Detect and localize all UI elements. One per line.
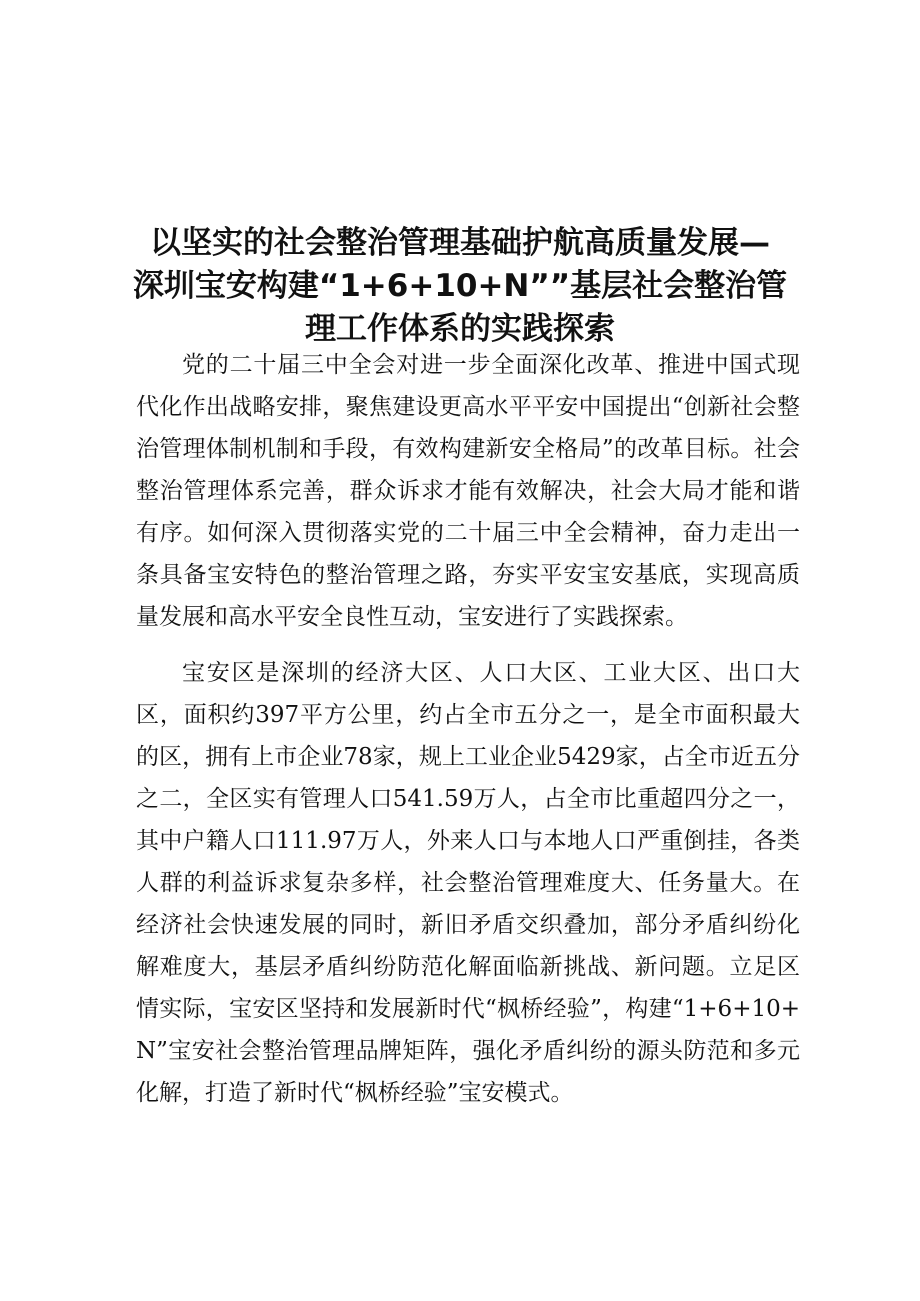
title-line-1: 以坚实的社会整治管理基础护航高质量发展—: [150, 225, 770, 261]
body-paragraph-1: 党的二十届三中全会对进一步全面深化改革、推进中国式现代化作出战略安排，聚焦建设更高水平平安中国提出“创新社会整治管理体制机制和手段，有效构建新安全格局”的改革目标。社会整治管理体系完善，群众诉求才能有效解决，社会大局才能和谐有序。如何深入贯彻落实党的二十届三中全会精神，奋力走出一条具备宝安特色的整治管理之路，夯实平安宝安基底，实现高质量发展和高水平安全良性互动，宝安进行了实践探索。: [136, 352, 800, 630]
document-body: [136, 344, 800, 1114]
document-title: [130, 222, 790, 351]
title-line-2: 深圳宝安构建“1+6+10+N””基层社会整治管: [132, 268, 788, 304]
body-paragraph-2: 宝安区是深圳的经济大区、人口大区、工业大区、出口大区，面积约397平方公里，约占全市五分之一，是全市面积最大的区，拥有上市企业78家，规上工业企业5429家，占全市近五分之二，全区实有管理人口541.59万人，占全市比重超四分之一，其中户籍人口111.97万人，外来人口与本地人口严重倒挂，各类人群的利益诉求复杂多样，社会整治管理难度大、任务量大。在经济社会快速发展的同时，新旧矛盾交织叠加，部分矛盾纠纷化解难度大，基层矛盾纠纷防范化解面临新挑战、新问题。立足区情实际，宝安区坚持和发展新时代“枫桥经验”，构建“1+6+10+N”宝安社会整治管理品牌矩阵，强化矛盾纠纷的源头防范和多元化解，打造了新时代“枫桥经验”宝安模式。: [136, 660, 800, 1106]
title-line-3: 理工作体系的实践探索: [305, 311, 615, 347]
